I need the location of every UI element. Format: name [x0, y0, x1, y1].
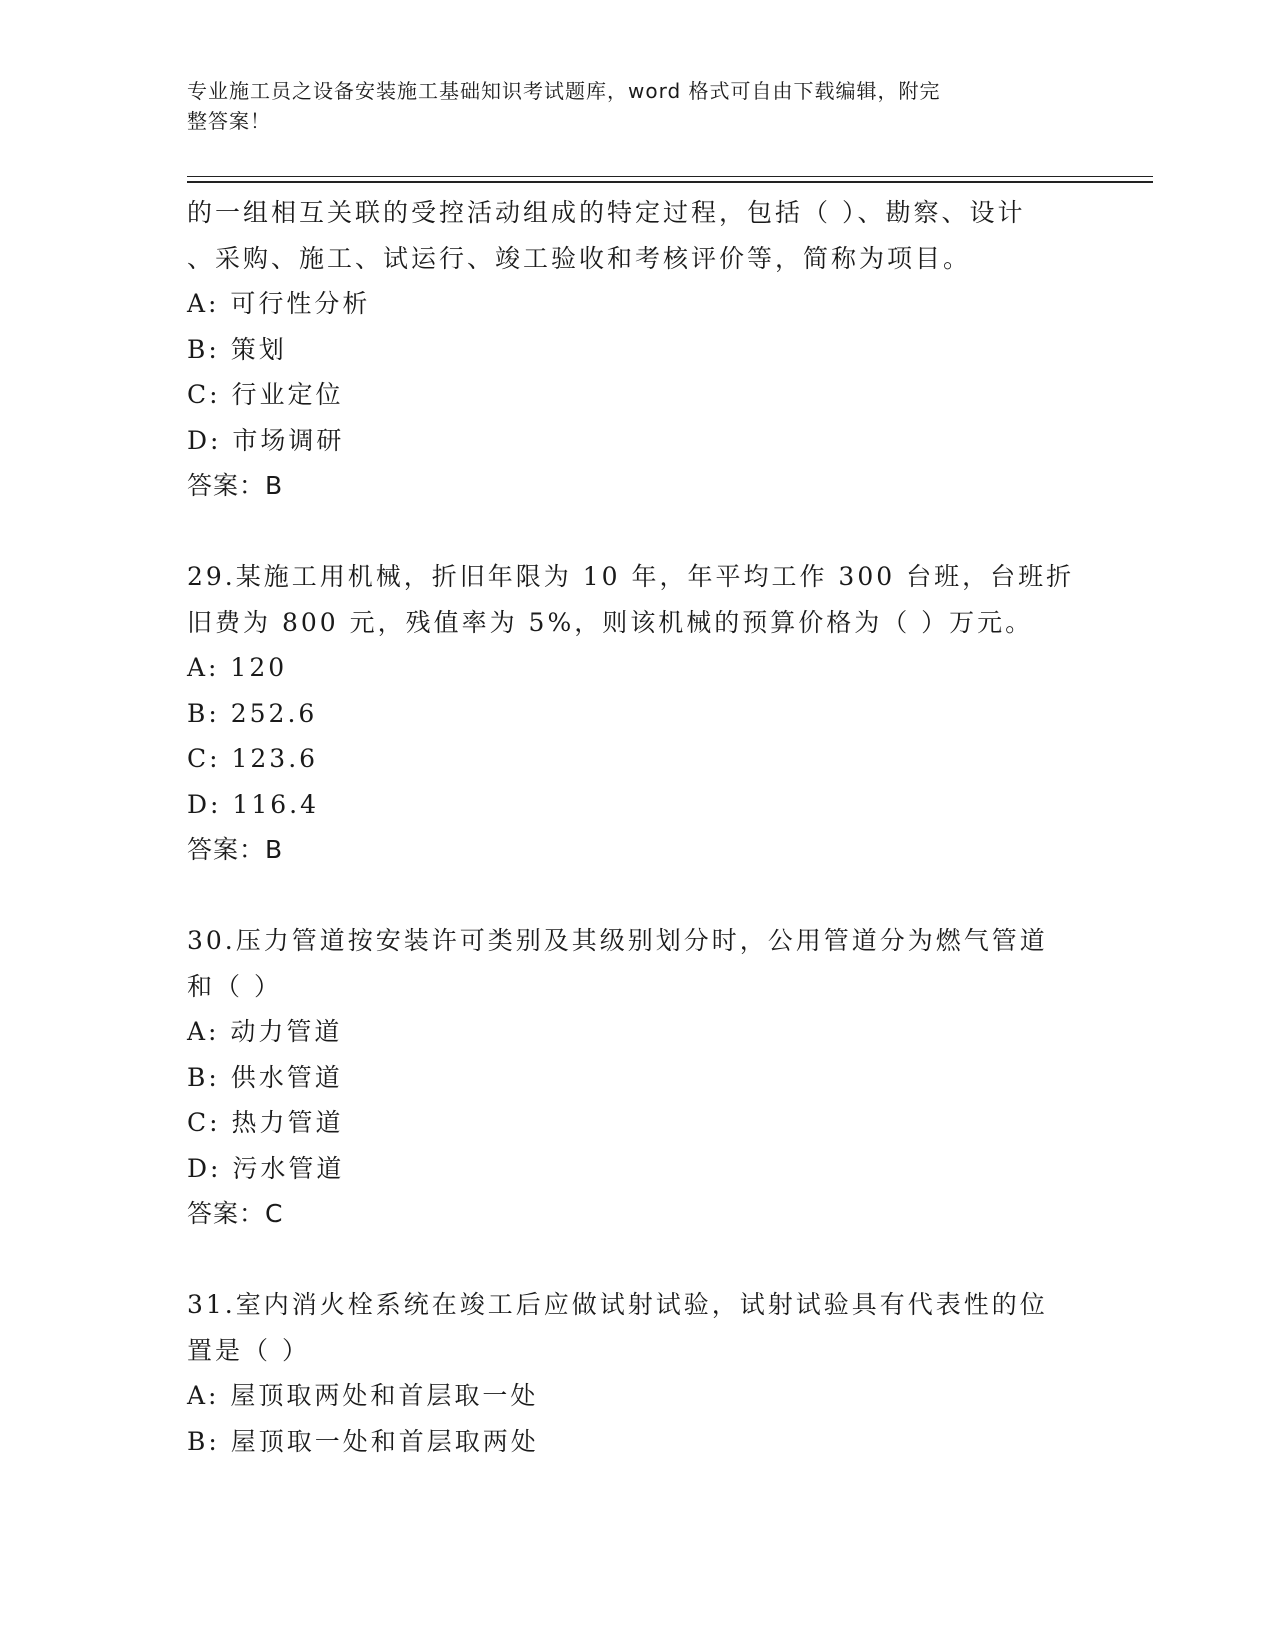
option-c: C: 123.6 [187, 744, 319, 773]
option-a: A: 可行性分析 [187, 289, 371, 318]
header-line-1: 专业施工员之设备安装施工基础知识考试题库，word 格式可自由下载编辑，附完 [187, 79, 941, 103]
option-b: B: 252.6 [187, 698, 318, 728]
answer-line: 答案：B [187, 471, 284, 500]
option-c: C: 热力管道 [187, 1108, 344, 1137]
option-d: D: 污水管道 [187, 1153, 345, 1183]
header-divider-bottom [187, 181, 1153, 183]
option-a: A: 动力管道 [187, 1017, 343, 1046]
question-block [187, 1282, 1087, 1464]
option-b: B: 屋顶取一处和首层取两处 [187, 1426, 539, 1456]
question-stem-line: 、采购、施工、试运行、竣工验收和考核评价等，简称为项目。 [187, 243, 972, 273]
question-stem-line: 旧费为 800 元，残值率为 5%，则该机械的预算价格为（ ）万元。 [187, 607, 1034, 637]
spacer [187, 1237, 1087, 1283]
question-list [187, 190, 1087, 1464]
question-block [187, 554, 1087, 873]
answer-line: 答案：B [187, 835, 284, 864]
header-line-2: 整答案！ [187, 109, 271, 133]
question-stem-line: 29.某施工用机械，折旧年限为 10 年，年平均工作 300 台班，台班折 [187, 562, 1075, 591]
question-stem-line: 31.室内消火栓系统在竣工后应做试射试验，试射试验具有代表性的位 [187, 1290, 1048, 1319]
question-stem-line: 30.压力管道按安装许可类别及其级别划分时，公用管道分为燃气管道 [187, 926, 1048, 955]
option-a: A: 120 [187, 653, 288, 682]
answer-line: 答案：C [187, 1199, 284, 1228]
question-block [187, 190, 1087, 509]
option-d: D: 116.4 [187, 789, 319, 819]
header-divider-top [187, 176, 1153, 177]
spacer [187, 509, 1087, 555]
option-b: B: 策划 [187, 334, 287, 364]
option-d: D: 市场调研 [187, 425, 345, 455]
question-stem-line: 的一组相互关联的受控活动组成的特定过程，包括（ ）、勘察、设计 [187, 198, 1026, 227]
document-header [187, 76, 1067, 136]
question-stem-line: 和（ ） [187, 971, 282, 1001]
question-stem-line: 置是（ ） [187, 1335, 310, 1365]
option-a: A: 屋顶取两处和首层取一处 [187, 1381, 539, 1410]
option-b: B: 供水管道 [187, 1062, 343, 1092]
spacer [187, 873, 1087, 919]
option-c: C: 行业定位 [187, 380, 344, 409]
question-block [187, 918, 1087, 1237]
